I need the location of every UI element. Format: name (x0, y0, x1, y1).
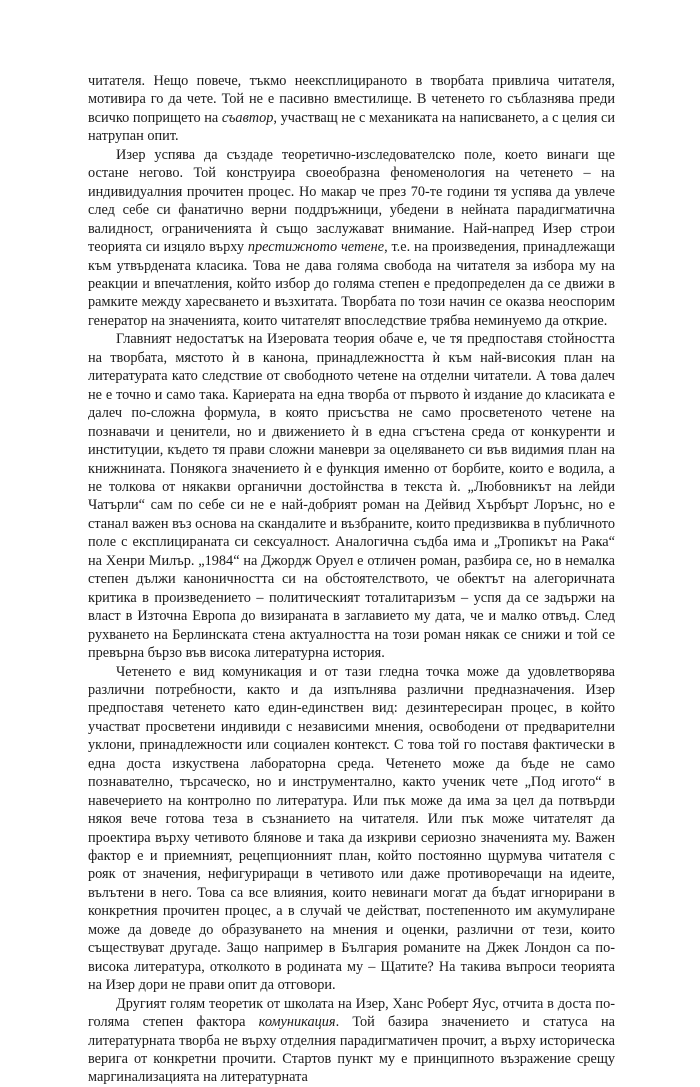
emphasis-prestige-reading: престижното четене (247, 239, 385, 256)
paragraph-5: Другият голям теоретик от школата на Изер, Ханс Роберт Яус, отчита в доста по-голяма степен фактора комуникация. Той базира значението и статуса на литературната творба не върху отделния парадигматичен прочит, а върху историческа верига от конкретни прочити. Стартов пункт му е принципното възражение срещу маргинализацията на литературната (88, 995, 615, 1086)
body-text (88, 72, 615, 1087)
paragraph-4: Четенето е вид комуникация и от тази гледна точка може да удовлетворява различни потребности, както и да изпълнява различни предназначения. Изер предпоставя четенето като един-единствен вид: дезинтересиран процес, в който участват просветени индивиди с независими мнения, освободени от предварителни уклони, принадлежности или социален контекст. С това той го поставя фактически в една доста изкуствена лабораторна среда. Четенето може да бъде не само познавателно, търсаческо, но и инструментално, както ученик чете „Под игото“ в навечерието на контролно по литература. Или пък може да има за цел да потвърди някоя вече готова теза в съзнанието на читателя. Или пък може читателят да проектира върху четивото блянове и така да изкриви сериозно значенията му. Важен фактор е и приемният, рецепционният план, който постоянно щурмува читателя с рояк от значения, нефигуриращи в четивото или даже противоречащи на идеите, вълътени в него. Това са все влияния, които невинаги могат да бъдат игнорирани в конкретния прочитен процес, а в случай че действат, постепенното им акумулиране може да доведе до образуването на мнения и оценки, различни от тези, които съществуват другаде. Защо например в България романите на Джек Лондон са по-висока литература, отколкото в родината му – Щатите? На такива въпроси теорията на Изер дори не прави опит да отговори. (88, 663, 615, 994)
paragraph-1: читателя. Нещо повече, тъкмо неексплицираното в творбата привлича читателя, мотивира го да чете. Той не е пасивно вместилище. В четенето го съблазнява преди всичко попрището на съавтор, участващ не с механиката на написването, а с целия си натрупан опит. (88, 73, 615, 145)
paragraph-2: Изер успява да създаде теоретично-изследователско поле, което винаги ще остане негово. Той конструира своеобразна феноменология на четенето – на индивидуалния прочитен процес. Но макар че през 70-те години тя успява да увлече след себе си фанатично верни поддръжници, убедени в нейната парадигматична валидност, ограниченията ѝ също заслужават внимание. Най-напред Изер строи теорията си изцяло върху престижното четене, т.е. на произведения, принадлежащи към утвърдената класика. Това не дава голяма свобода на читателя за избора му на реакции и впечатления, който избор до голяма степен е предопределен да се движи в рамките между харесването и възхитата. Творбата по този начин се оказва неоспорим генератор на значенията, които читателят впоследствие трябва неминуемо да открие. (88, 146, 615, 329)
paragraph-3: Главният недостатък на Изеровата теория обаче е, че тя предпоставя стойността на творбата, мястото ѝ в канона, принадлежността ѝ към най-високия план на литературата като следствие от свободното четене на отделни читатели. А това далеч не е точно и само така. Кариерата на една творба от първото ѝ издание до класиката е далеч по-сложна формула, в която присъства не само просветеното четене на познавачи и ценители, но и движението ѝ в една сгъстена среда от конкуренти и институции, където тя прави сложни маневри за оцеляването си във видимия план на книжнината. Понякога значението ѝ е функция именно от борбите, които е водила, а не толкова от някакви органични достойнства в текста ѝ. „Любовникът на лейди Чатърли“ сам по себе си не е най-добрият роман на Дейвид Хърбърт Лорънс, но е станал важен въз основа на скандалите и възбраните, които предизвиква в публичното поле с експлицираната си сексуалност. Аналогична съдба има и „Тропикът на Рака“ на Хенри Милър. „1984“ на Джордж Оруел е отличен роман, разбира се, но в немалка степен дължи каноничността си на обстоятелството, че обектът на алегоричната критика в произведението – политическият тоталитаризъм – успя да се задържи на власт в Източна Европа до визираната в заглавието му дата, че и малко отвъд. След рухването на Берлинската стена актуалността на този роман някак се снижи и той се превърна бързо във висока литературна история. (88, 331, 615, 662)
emphasis-coauthor: съавтор (221, 109, 274, 126)
emphasis-communication: комуникация (258, 1014, 336, 1031)
